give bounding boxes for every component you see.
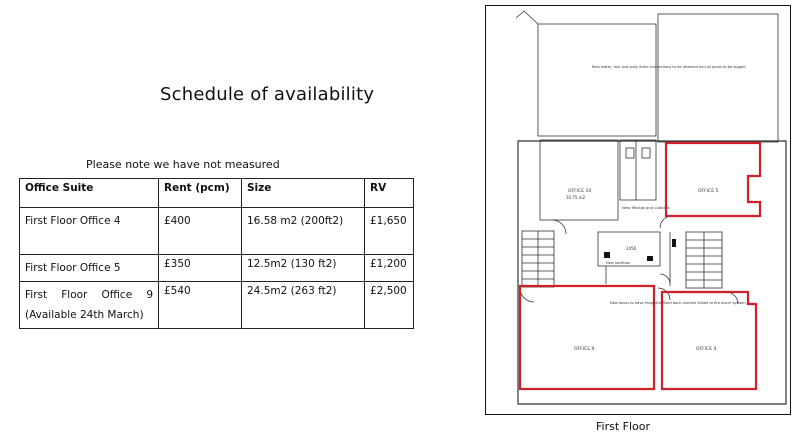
office-10-label: OFFICE 10	[568, 189, 592, 194]
rv-cell: £1,200	[365, 255, 414, 282]
rent-cell: £350	[159, 255, 242, 282]
wc-walls	[620, 140, 656, 200]
upper-right-block	[658, 14, 778, 142]
office-4-label: OFFICE 4	[696, 347, 717, 352]
header-rv: RV	[365, 179, 414, 208]
header-size: Size	[242, 179, 365, 208]
header-rent: Rent (pcm)	[159, 179, 242, 208]
rv-cell: £2,500	[365, 282, 414, 329]
door-note: New doors to have magnetic fixed back catches linked to fire alarm system	[610, 301, 746, 305]
rent-cell: £540	[159, 282, 242, 329]
office-4-highlight	[662, 292, 756, 389]
size-cell: 24.5m2 (263 ft2)	[242, 282, 365, 329]
measurement-note: Please note we have not measured	[86, 158, 280, 171]
partition-note: New partition	[606, 261, 631, 265]
header-office-suite: Office Suite	[20, 179, 159, 208]
office-5-label: OFFICE 5	[698, 189, 719, 194]
size-cell: 16.58 m2 (200ft2)	[242, 208, 365, 255]
office-5-highlight	[666, 143, 760, 216]
table-row	[20, 282, 414, 329]
floor-plan-drawing	[486, 6, 792, 416]
availability-table	[19, 178, 414, 329]
office-9-label: OFFICE 9	[574, 347, 595, 352]
page-title: Schedule of availability	[160, 84, 375, 105]
table-row	[20, 208, 414, 255]
floor-plan-caption: First Floor	[596, 420, 651, 433]
office-10-dims: 10.75 m2	[566, 195, 586, 200]
rent-cell: £400	[159, 208, 242, 255]
table-header-row	[20, 179, 414, 208]
building-outline	[518, 141, 786, 404]
drainage-notes: Rain water, foul and gully drain connections to be retained and all pipes to be lagged	[592, 65, 746, 69]
table-row	[20, 255, 414, 282]
suite-cell: First Floor Office 4	[20, 208, 159, 255]
suite-cell: First Floor Office 5	[20, 255, 159, 282]
hatch-dimension: 1450	[626, 246, 637, 251]
office-10-walls	[540, 140, 618, 220]
upper-left-block	[538, 24, 656, 136]
floor-plan	[485, 5, 791, 415]
suite-cell: First Floor Office 9 (Available 24th March)	[20, 282, 159, 329]
size-cell: 12.5m2 (130 ft2)	[242, 255, 365, 282]
rv-cell: £1,650	[365, 208, 414, 255]
wc-note: New fittings and cubicles	[622, 205, 670, 210]
